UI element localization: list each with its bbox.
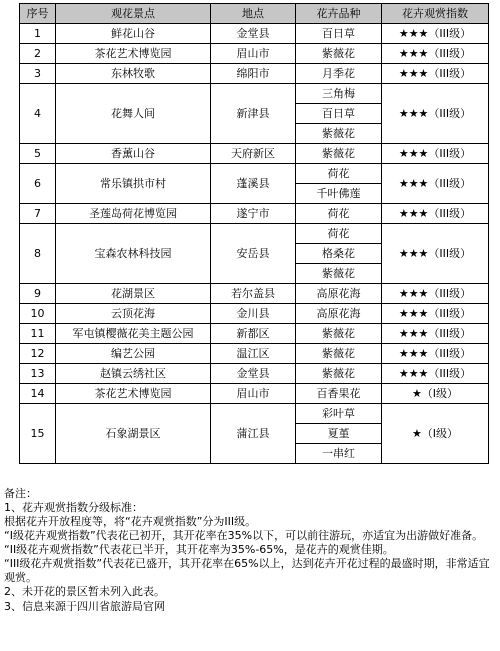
cell-variety: 高原花海 (296, 304, 382, 324)
cell-variety: 彩叶草 (296, 404, 382, 424)
cell-index: ★★★（III级） (382, 284, 489, 304)
cell-index: ★★★（III级） (382, 44, 489, 64)
note-line: “I级花卉观赏指数”代表花已初开，其开花率在35%以下，可以前往游玩，亦适宜为出游做好准备。 (4, 529, 484, 542)
cell-name: 香薰山谷 (56, 144, 211, 164)
cell-no: 3 (20, 64, 56, 84)
cell-index: ★★★（III级） (382, 324, 489, 344)
cell-variety: 格桑花 (296, 244, 382, 264)
cell-variety: 三角梅 (296, 84, 382, 104)
cell-location: 遂宁市 (211, 204, 296, 224)
cell-variety: 荷花 (296, 224, 382, 244)
header-variety: 花卉品种 (296, 4, 382, 24)
note-line: “II级花卉观赏指数”代表花已半开，其开花率为35%-65%，是花卉的观赏佳期。 (4, 543, 394, 556)
header-name: 观花景点 (56, 4, 211, 24)
cell-index: ★★★（III级） (382, 144, 489, 164)
cell-name: 军屯镇樱薇花美主题公园 (56, 324, 211, 344)
cell-location: 蒲江县 (211, 404, 296, 464)
table-row (20, 164, 489, 184)
cell-location: 金堂县 (211, 364, 296, 384)
cell-index: ★★★（III级） (382, 64, 489, 84)
header-index: 花卉观赏指数 (382, 4, 489, 24)
note-line: 2、未开花的景区暂未列入此表。 (4, 585, 165, 598)
cell-index: ★★★（III级） (382, 364, 489, 384)
note-line: 3、信息来源于四川省旅游局官网 (4, 600, 165, 611)
cell-no: 8 (20, 224, 56, 284)
cell-name: 茶花艺术博览园 (56, 384, 211, 404)
cell-no: 4 (20, 84, 56, 144)
cell-name: 编艺公园 (56, 344, 211, 364)
notes-section (4, 487, 496, 611)
table-row (20, 44, 489, 64)
note-line: 1、花卉观赏指数分级标准： (4, 501, 143, 514)
cell-index: ★★★（III级） (382, 204, 489, 224)
cell-no: 14 (20, 384, 56, 404)
cell-no: 12 (20, 344, 56, 364)
cell-index: ★（I级） (382, 384, 489, 404)
table-row (20, 324, 489, 344)
table-row (20, 84, 489, 104)
cell-no: 15 (20, 404, 56, 464)
note-line: 备注： (4, 487, 37, 500)
cell-location: 新津县 (211, 84, 296, 144)
table-body (20, 24, 489, 464)
cell-name: 宝森农林科技园 (56, 224, 211, 284)
cell-location: 温江区 (211, 344, 296, 364)
table-row (20, 24, 489, 44)
table-header-row (20, 4, 489, 24)
cell-variety: 千叶佛莲 (296, 184, 382, 204)
cell-no: 2 (20, 44, 56, 64)
table-row (20, 64, 489, 84)
table-row (20, 204, 489, 224)
cell-variety: 百日草 (296, 104, 382, 124)
cell-variety: 夏堇 (296, 424, 382, 444)
cell-name: 茶花艺术博览园 (56, 44, 211, 64)
cell-index: ★★★（III级） (382, 224, 489, 284)
cell-variety: 紫薇花 (296, 44, 382, 64)
cell-index: ★★★（III级） (382, 164, 489, 204)
flower-viewing-table (19, 3, 489, 464)
cell-variety: 紫薇花 (296, 144, 382, 164)
cell-variety: 一串红 (296, 444, 382, 464)
cell-variety: 紫薇花 (296, 344, 382, 364)
cell-variety: 紫薇花 (296, 364, 382, 384)
cell-no: 13 (20, 364, 56, 384)
cell-name: 鲜花山谷 (56, 24, 211, 44)
cell-name: 常乐镇拱市村 (56, 164, 211, 204)
table-row (20, 384, 489, 404)
cell-name: 赵镇云绣社区 (56, 364, 211, 384)
cell-index: ★★★（III级） (382, 304, 489, 324)
cell-index: ★★★（III级） (382, 24, 489, 44)
cell-location: 安岳县 (211, 224, 296, 284)
cell-name: 东林牧歌 (56, 64, 211, 84)
cell-variety: 百日草 (296, 24, 382, 44)
table-row (20, 304, 489, 324)
table-row (20, 284, 489, 304)
cell-location: 蓬溪县 (211, 164, 296, 204)
table-row (20, 364, 489, 384)
table-row (20, 344, 489, 364)
cell-no: 6 (20, 164, 56, 204)
cell-location: 天府新区 (211, 144, 296, 164)
cell-no: 10 (20, 304, 56, 324)
header-location: 地点 (211, 4, 296, 24)
cell-location: 金堂县 (211, 24, 296, 44)
cell-no: 1 (20, 24, 56, 44)
cell-name: 圣莲岛荷花博览园 (56, 204, 211, 224)
header-no: 序号 (20, 4, 56, 24)
cell-variety: 紫薇花 (296, 324, 382, 344)
note-line: 根据花卉开放程度等，将“花卉观赏指数”分为III级。 (4, 515, 257, 528)
cell-variety: 荷花 (296, 164, 382, 184)
cell-location: 若尔盖县 (211, 284, 296, 304)
table-row (20, 404, 489, 424)
cell-variety: 紫薇花 (296, 264, 382, 284)
cell-location: 眉山市 (211, 44, 296, 64)
cell-index: ★★★（III级） (382, 84, 489, 144)
cell-index: ★★★（III级） (382, 344, 489, 364)
cell-name: 花舞人间 (56, 84, 211, 144)
cell-no: 11 (20, 324, 56, 344)
table-row (20, 224, 489, 244)
note-line: “III级花卉观赏指数”代表花已盛开，其开花率在65%以上，达到花卉开花过程的最盛时期，非常适宜观赏。 (4, 557, 490, 584)
cell-location: 绵阳市 (211, 64, 296, 84)
cell-no: 9 (20, 284, 56, 304)
cell-name: 云顶花海 (56, 304, 211, 324)
cell-variety: 紫薇花 (296, 124, 382, 144)
cell-name: 花湖景区 (56, 284, 211, 304)
cell-no: 5 (20, 144, 56, 164)
cell-no: 7 (20, 204, 56, 224)
cell-index: ★（I级） (382, 404, 489, 464)
cell-variety: 月季花 (296, 64, 382, 84)
cell-name: 石象湖景区 (56, 404, 211, 464)
cell-location: 金川县 (211, 304, 296, 324)
cell-variety: 高原花海 (296, 284, 382, 304)
cell-variety: 荷花 (296, 204, 382, 224)
cell-location: 新都区 (211, 324, 296, 344)
cell-location: 眉山市 (211, 384, 296, 404)
cell-variety: 百香果花 (296, 384, 382, 404)
table-row (20, 144, 489, 164)
